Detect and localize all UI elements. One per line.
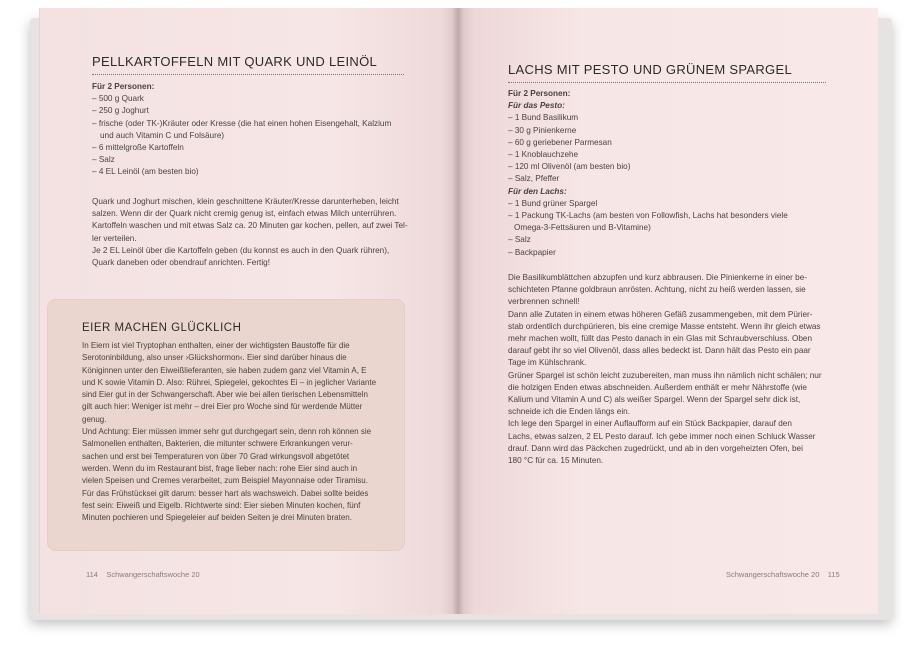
- info-box-line: genug.: [82, 414, 107, 424]
- right-method-line: Ich lege den Spargel in einer Auflaufform auf ein Stück Backpapier, darauf den: [508, 419, 792, 429]
- info-box-line: Königinnen unter den Eiweißlieferanten, sie haben zudem ganz viel Vitamin A, E: [82, 365, 367, 375]
- left-method-line: Kartoffeln waschen und mit etwas Salz ca. 20 Minuten gar kochen, pellen, auf zwei Tel-: [92, 221, 408, 231]
- left-ingredient: – 500 g Quark: [92, 94, 144, 104]
- right-method-line: schneide ich die Enden längs ein.: [508, 407, 630, 417]
- left-method-line: Quark daneben oder obendrauf anrichten. Fertig!: [92, 258, 270, 268]
- info-box-line: und K sowie Vitamin D. Also: Rührei, Spiegelei, gekochtes Ei – in jeglicher Variante: [82, 377, 377, 387]
- left-method-line: ler verteilen.: [92, 233, 137, 243]
- left-ingredient: – 4 EL Leinöl (am besten bio): [92, 167, 199, 177]
- info-box-line: fest sein: Eiweiß und Eigelb. Richtwerte sind: Eier sieben Minuten kochen, fünf: [82, 500, 361, 510]
- right-method-line: mehr machen wollt, füllt das Pesto danach in ein Glas mit Schraubverschluss. Oben: [508, 334, 812, 344]
- info-box-text: [82, 340, 376, 524]
- salmon-ingredient: – 1 Packung TK-Lachs (am besten von Followfish, Lachs hat besonders viele: [508, 211, 788, 221]
- info-box-line: sachen und erst bei Temperaturen von über 70 Grad wirkungsvoll abgetötet: [82, 451, 350, 461]
- left-ingredient: und auch Vitamin C und Folsäure): [100, 130, 225, 140]
- left-title-divider: [92, 74, 404, 75]
- left-running-head: Schwangerschaftswoche 20: [106, 570, 200, 579]
- right-method-line: die holzigen Enden etwas abschneiden. Außerdem enthält er mehr Nährstoffe (wie: [508, 382, 807, 392]
- left-ingredient: – 6 mittelgroße Kartoffeln: [92, 143, 184, 153]
- right-method-line: Tage im Kühlschrank.: [508, 358, 587, 368]
- right-method-line: verbrennen schnell!: [508, 297, 580, 307]
- left-ingredients-block: [92, 81, 391, 179]
- right-method-line: 180 °C für ca. 15 Minuten.: [508, 456, 604, 466]
- pesto-heading: Für das Pesto:: [508, 101, 565, 111]
- left-recipe-title: PELLKARTOFFELN MIT QUARK UND LEINÖL: [92, 54, 378, 69]
- left-ingredient: – 250 g Joghurt: [92, 106, 149, 116]
- pesto-ingredient: – 1 Knoblauchzehe: [508, 150, 579, 160]
- right-footer: [726, 570, 840, 579]
- right-title-divider: [508, 82, 826, 83]
- info-box-line: werden. Wenn du im Restaurant bist, frage lieber nach: rohe Eier sind auch in: [82, 463, 358, 473]
- book-gutter: [452, 8, 464, 614]
- left-page-number: 114: [86, 570, 98, 579]
- info-box-line: vielen Speisen und Cremes verarbeitet, zum Beispiel Mayonnaise oder Tiramisu.: [82, 476, 368, 486]
- info-box-line: Salmonellen enthalten, Bakterien, die mitunter schwere Erkrankungen verur-: [82, 439, 353, 449]
- pesto-ingredient: – 60 g geriebener Parmesan: [508, 137, 612, 147]
- info-box-line: gilt auch hier: Weniger ist mehr – drei Eier pro Woche sind für werdende Mütter: [82, 402, 363, 412]
- left-serves: Für 2 Personen:: [92, 82, 155, 91]
- right-method-line: Grüner Spargel ist schön leicht zuzubereiten, man muss ihn nämlich nicht schälen; nur: [508, 370, 822, 380]
- right-running-head: Schwangerschaftswoche 20: [726, 570, 820, 579]
- right-method-line: darauf gebt ihr so viel Olivenöl, dass alles bedeckt ist. Dann hält das Pesto ein paar: [508, 346, 811, 356]
- left-method-block: [92, 196, 408, 269]
- salmon-ingredient: – Backpapier: [508, 247, 556, 257]
- pesto-ingredient: – 1 Bund Basilikum: [508, 113, 579, 123]
- left-ingredient: – frische (oder TK-)Kräuter oder Kresse (die hat einen hohen Eisengehalt, Kalzium: [92, 118, 392, 128]
- right-method-line: schichteten Pfanne goldbraun anrösten. Achtung, nicht zu heiß werden lassen, sie: [508, 285, 806, 295]
- right-page-number: 115: [827, 570, 840, 579]
- salmon-ingredient: – Salz: [508, 235, 531, 245]
- left-method-line: Quark und Joghurt mischen, klein geschnittene Kräuter/Kresse darunterheben, leicht: [92, 197, 399, 206]
- left-ingredient: – Salz: [92, 155, 115, 165]
- info-box-line: Minuten pochieren und Spiegeleier auf beiden Seiten je drei Minuten braten.: [82, 513, 352, 523]
- right-method-line: Kalium und Vitamin A und C) als weißer Spargel. Wenn der Spargel sehr dick ist,: [508, 395, 801, 405]
- pesto-ingredient: – 30 g Pinienkerne: [508, 125, 577, 135]
- info-box-line: Serotoninbildung, also unser ›Glückshormon‹. Eier sind darüber hinaus die: [82, 353, 347, 363]
- pesto-ingredient: – 120 ml Olivenöl (am besten bio): [508, 162, 631, 172]
- salmon-ingredient: Omega-3-Fettsäuren und B-Vitamine): [514, 223, 651, 233]
- left-method-line: Je 2 EL Leinöl über die Kartoffeln geben (du konnst es auch in den Quark rühren),: [92, 245, 390, 255]
- salmon-ingredient: – 1 Bund grüner Spargel: [508, 198, 598, 208]
- pesto-ingredient: – Salz, Pfeffer: [508, 174, 560, 184]
- right-recipe-title: LACHS MIT PESTO UND GRÜNEM SPARGEL: [508, 62, 792, 77]
- info-box-line: Und Achtung: Eier müssen immer sehr gut durchgegart sein, denn roh können sie: [82, 427, 372, 437]
- right-method-line: Dann alle Zutaten in einem etwas höheren Gefäß zusammengeben, mit dem Pürier-: [508, 309, 813, 319]
- right-method-line: drauf. Dann wird das Päckchen zugedrückt, und ab in den vorgeheizten Ofen, bei: [508, 443, 803, 453]
- info-box-line: Für das Frühstücksei gilt darum: besser hart als wachsweich. Dabei sollte beides: [82, 488, 369, 498]
- right-serves: Für 2 Personen:: [508, 89, 571, 98]
- page-edges: [878, 30, 892, 614]
- info-box-line: In Eiern ist viel Tryptophan enthalten, einer der wichtigsten Baustoffe für die: [82, 341, 350, 350]
- right-ingredients-block: [508, 88, 788, 259]
- right-method-line: Die Basilikumblättchen abzupfen und kurz abbrausen. Die Pinienkerne in einer be-: [508, 273, 808, 282]
- right-method-block: [508, 272, 822, 467]
- left-footer: [86, 570, 200, 579]
- left-method-line: salzen. Wenn dir der Quark nicht cremig genug ist, einfach etwas Milch unterrühren.: [92, 209, 397, 219]
- salmon-heading: Für den Lachs:: [508, 186, 567, 196]
- info-box-title: EIER MACHEN GLÜCKLICH: [82, 322, 242, 334]
- info-box-line: sind Eier gut in der Schwangerschaft. Aber wie bei allen tierischen Lebensmitteln: [82, 390, 368, 400]
- right-method-line: stab ordentlich durchpürieren, bis eine cremige Masse entsteht. Wenn ihr gleich etwas: [508, 321, 821, 331]
- right-method-line: Lachs, etwas salzen, 2 EL Pesto darauf. Ich gebe immer noch einen Schluck Wasser: [508, 431, 816, 441]
